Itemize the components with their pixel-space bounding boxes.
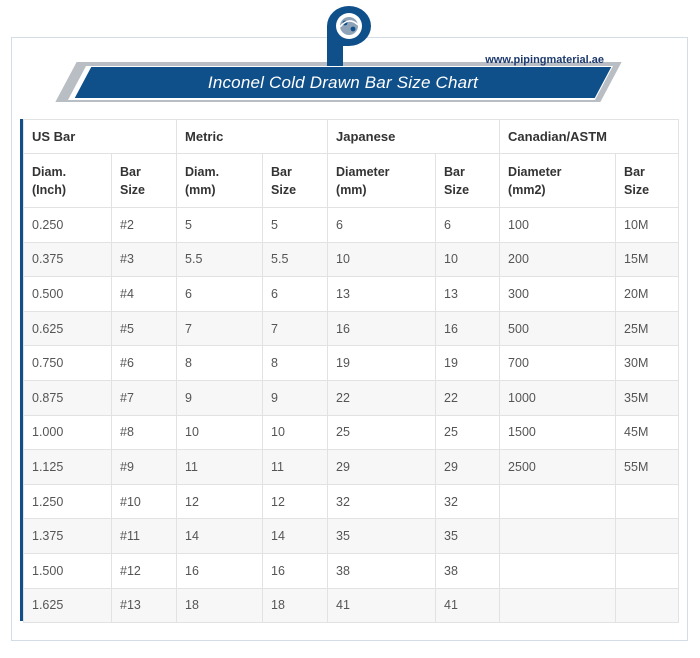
table-row (24, 450, 679, 485)
table-cell: #9 (112, 450, 177, 485)
table-row (24, 346, 679, 381)
table-cell: 12 (263, 484, 328, 519)
table-cell: 0.875 (24, 380, 112, 415)
table-cell: 35 (328, 519, 436, 554)
table-cell: #8 (112, 415, 177, 450)
table-cell: 700 (500, 346, 616, 381)
table-cell: 32 (436, 484, 500, 519)
table-row (24, 277, 679, 312)
table-cell: #5 (112, 311, 177, 346)
table-cell: 29 (328, 450, 436, 485)
table-cell: 29 (436, 450, 500, 485)
group-header: Metric (177, 120, 328, 154)
table-cell: 1500 (500, 415, 616, 450)
table-cell: 25 (328, 415, 436, 450)
table-cell: #4 (112, 277, 177, 312)
table-cell: 6 (177, 277, 263, 312)
table-row (24, 208, 679, 243)
table-cell (500, 484, 616, 519)
table-cell: 25M (616, 311, 679, 346)
table-cell (616, 519, 679, 554)
table-cell: 16 (263, 553, 328, 588)
table-row (24, 380, 679, 415)
table-cell: 16 (328, 311, 436, 346)
column-header (263, 154, 328, 208)
table-cell: 19 (328, 346, 436, 381)
table-cell: 13 (436, 277, 500, 312)
table-cell (500, 588, 616, 623)
table-cell: 30M (616, 346, 679, 381)
table-cell: 10 (263, 415, 328, 450)
table-cell: 22 (436, 380, 500, 415)
table-row (24, 553, 679, 588)
table-cell: 200 (500, 242, 616, 277)
table-cell: 5 (177, 208, 263, 243)
column-header (177, 154, 263, 208)
table-cell: 45M (616, 415, 679, 450)
column-header-line: (Inch) (32, 182, 67, 197)
table-cell: 5.5 (263, 242, 328, 277)
column-header-line: Bar (624, 164, 645, 179)
table-cell: 0.750 (24, 346, 112, 381)
table-cell: 41 (436, 588, 500, 623)
table-cell: 22 (328, 380, 436, 415)
table-cell: 9 (177, 380, 263, 415)
column-header-line: (mm2) (508, 182, 546, 197)
column-header (328, 154, 436, 208)
column-header (436, 154, 500, 208)
table-row (24, 311, 679, 346)
table-cell: 11 (177, 450, 263, 485)
table-cell: 10 (436, 242, 500, 277)
page-title: Inconel Cold Drawn Bar Size Chart (207, 73, 479, 92)
column-header-line: (mm) (336, 182, 367, 197)
table-cell: 41 (328, 588, 436, 623)
table-cell: 100 (500, 208, 616, 243)
table-cell: 20M (616, 277, 679, 312)
group-header: US Bar (24, 120, 177, 154)
table-cell: 8 (177, 346, 263, 381)
table-row (24, 242, 679, 277)
table-cell (500, 519, 616, 554)
column-header (500, 154, 616, 208)
table-cell: 1.000 (24, 415, 112, 450)
column-header-line: Diam. (32, 164, 67, 179)
table-cell: 12 (177, 484, 263, 519)
table-cell: 5.5 (177, 242, 263, 277)
group-header: Japanese (328, 120, 500, 154)
column-header-line: Diam. (185, 164, 220, 179)
table-cell: #13 (112, 588, 177, 623)
column-header-line: (mm) (185, 182, 216, 197)
table-cell: 11 (263, 450, 328, 485)
table-cell: 14 (263, 519, 328, 554)
table-cell (616, 484, 679, 519)
size-chart-table-container (20, 119, 678, 621)
column-header (24, 154, 112, 208)
table-cell: 13 (328, 277, 436, 312)
table-cell (616, 553, 679, 588)
column-header-line: Diameter (336, 164, 390, 179)
column-header-line: Bar (120, 164, 141, 179)
table-cell: #6 (112, 346, 177, 381)
table-cell: 9 (263, 380, 328, 415)
table-cell: 6 (263, 277, 328, 312)
table-row (24, 588, 679, 623)
table-cell: #10 (112, 484, 177, 519)
column-header-line: Size (120, 182, 146, 197)
table-cell: 16 (177, 553, 263, 588)
table-cell: 2500 (500, 450, 616, 485)
column-header-line: Bar (444, 164, 465, 179)
table-cell: 5 (263, 208, 328, 243)
table-row (24, 415, 679, 450)
table-cell: 500 (500, 311, 616, 346)
table-cell (616, 588, 679, 623)
table-cell: 14 (177, 519, 263, 554)
table-cell: #12 (112, 553, 177, 588)
table-cell: 16 (436, 311, 500, 346)
table-cell (500, 553, 616, 588)
table-cell: #3 (112, 242, 177, 277)
table-cell: 38 (328, 553, 436, 588)
table-row (24, 484, 679, 519)
table-cell: 0.250 (24, 208, 112, 243)
table-cell: 1.125 (24, 450, 112, 485)
table-cell: 35 (436, 519, 500, 554)
table-cell: 19 (436, 346, 500, 381)
table-cell: #11 (112, 519, 177, 554)
table-cell: 1.250 (24, 484, 112, 519)
column-header (112, 154, 177, 208)
table-cell: 0.625 (24, 311, 112, 346)
table-cell: 10M (616, 208, 679, 243)
column-header-line: Bar (271, 164, 292, 179)
group-header: Canadian/ASTM (500, 120, 679, 154)
table-cell: 15M (616, 242, 679, 277)
column-header-line: Size (444, 182, 470, 197)
table-cell: 1.500 (24, 553, 112, 588)
table-cell: 300 (500, 277, 616, 312)
table-cell: 0.375 (24, 242, 112, 277)
column-header-line: Size (271, 182, 297, 197)
table-cell: 0.500 (24, 277, 112, 312)
table-cell: 55M (616, 450, 679, 485)
table-cell: 7 (177, 311, 263, 346)
table-row (24, 519, 679, 554)
pipingmaterial-logo-icon (323, 6, 375, 66)
table-cell: 6 (328, 208, 436, 243)
table-cell: 38 (436, 553, 500, 588)
website-url[interactable]: www.pipingmaterial.ae (485, 54, 604, 66)
table-cell: 7 (263, 311, 328, 346)
table-cell: 1.625 (24, 588, 112, 623)
table-cell: 18 (263, 588, 328, 623)
group-header-row (24, 120, 679, 154)
table-cell: 32 (328, 484, 436, 519)
table-cell: 35M (616, 380, 679, 415)
table-cell: 18 (177, 588, 263, 623)
column-header-row (24, 154, 679, 208)
table-cell: 8 (263, 346, 328, 381)
column-header-line: Diameter (508, 164, 562, 179)
table-cell: 1.375 (24, 519, 112, 554)
column-header-line: Size (624, 182, 650, 197)
size-chart-table (23, 119, 679, 623)
table-cell: 25 (436, 415, 500, 450)
table-cell: 1000 (500, 380, 616, 415)
table-cell: #7 (112, 380, 177, 415)
table-cell: 10 (328, 242, 436, 277)
column-header (616, 154, 679, 208)
table-cell: 10 (177, 415, 263, 450)
table-cell: 6 (436, 208, 500, 243)
table-cell: #2 (112, 208, 177, 243)
